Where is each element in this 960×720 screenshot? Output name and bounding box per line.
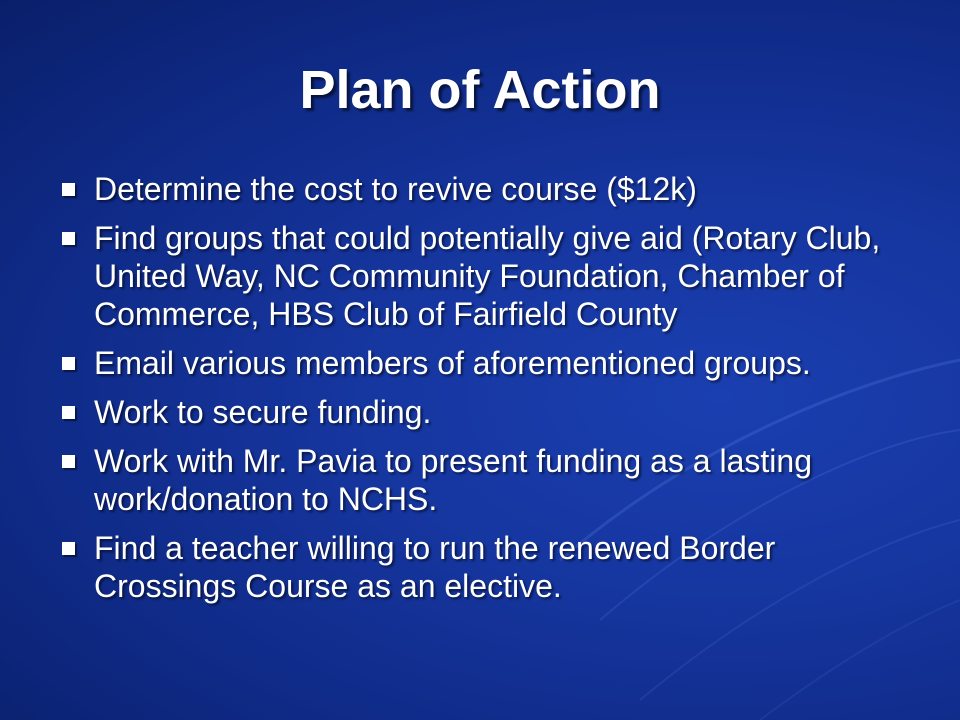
bullet-text: Find a teacher willing to run the renewed Border Crossings Course as an elective. xyxy=(94,530,776,604)
square-bullet-icon xyxy=(62,542,75,555)
bullet-item xyxy=(60,219,920,333)
square-bullet-icon xyxy=(62,406,75,419)
bullet-item xyxy=(60,529,920,605)
bullet-text: Work to secure funding. xyxy=(94,394,432,430)
bullet-item xyxy=(60,344,920,382)
bullet-item xyxy=(60,170,920,208)
square-bullet-icon xyxy=(62,183,75,196)
square-bullet-icon xyxy=(62,357,75,370)
slide-title: Plan of Action xyxy=(299,60,661,120)
bullet-item xyxy=(60,393,920,431)
square-bullet-icon xyxy=(62,232,75,245)
bullet-text: Find groups that could potentially give aid (Rotary Club, United Way, NC Community Foundation, Chamber of Commerce, HBS Club of Fairfield County xyxy=(94,220,881,332)
bullet-text: Email various members of aforementioned groups. xyxy=(94,345,811,381)
bullet-text: Determine the cost to revive course ($12k) xyxy=(94,171,697,207)
square-bullet-icon xyxy=(62,455,75,468)
bullet-item xyxy=(60,442,920,518)
bullet-text: Work with Mr. Pavia to present funding as a lasting work/donation to NCHS. xyxy=(94,443,812,517)
bullet-list xyxy=(60,170,920,616)
